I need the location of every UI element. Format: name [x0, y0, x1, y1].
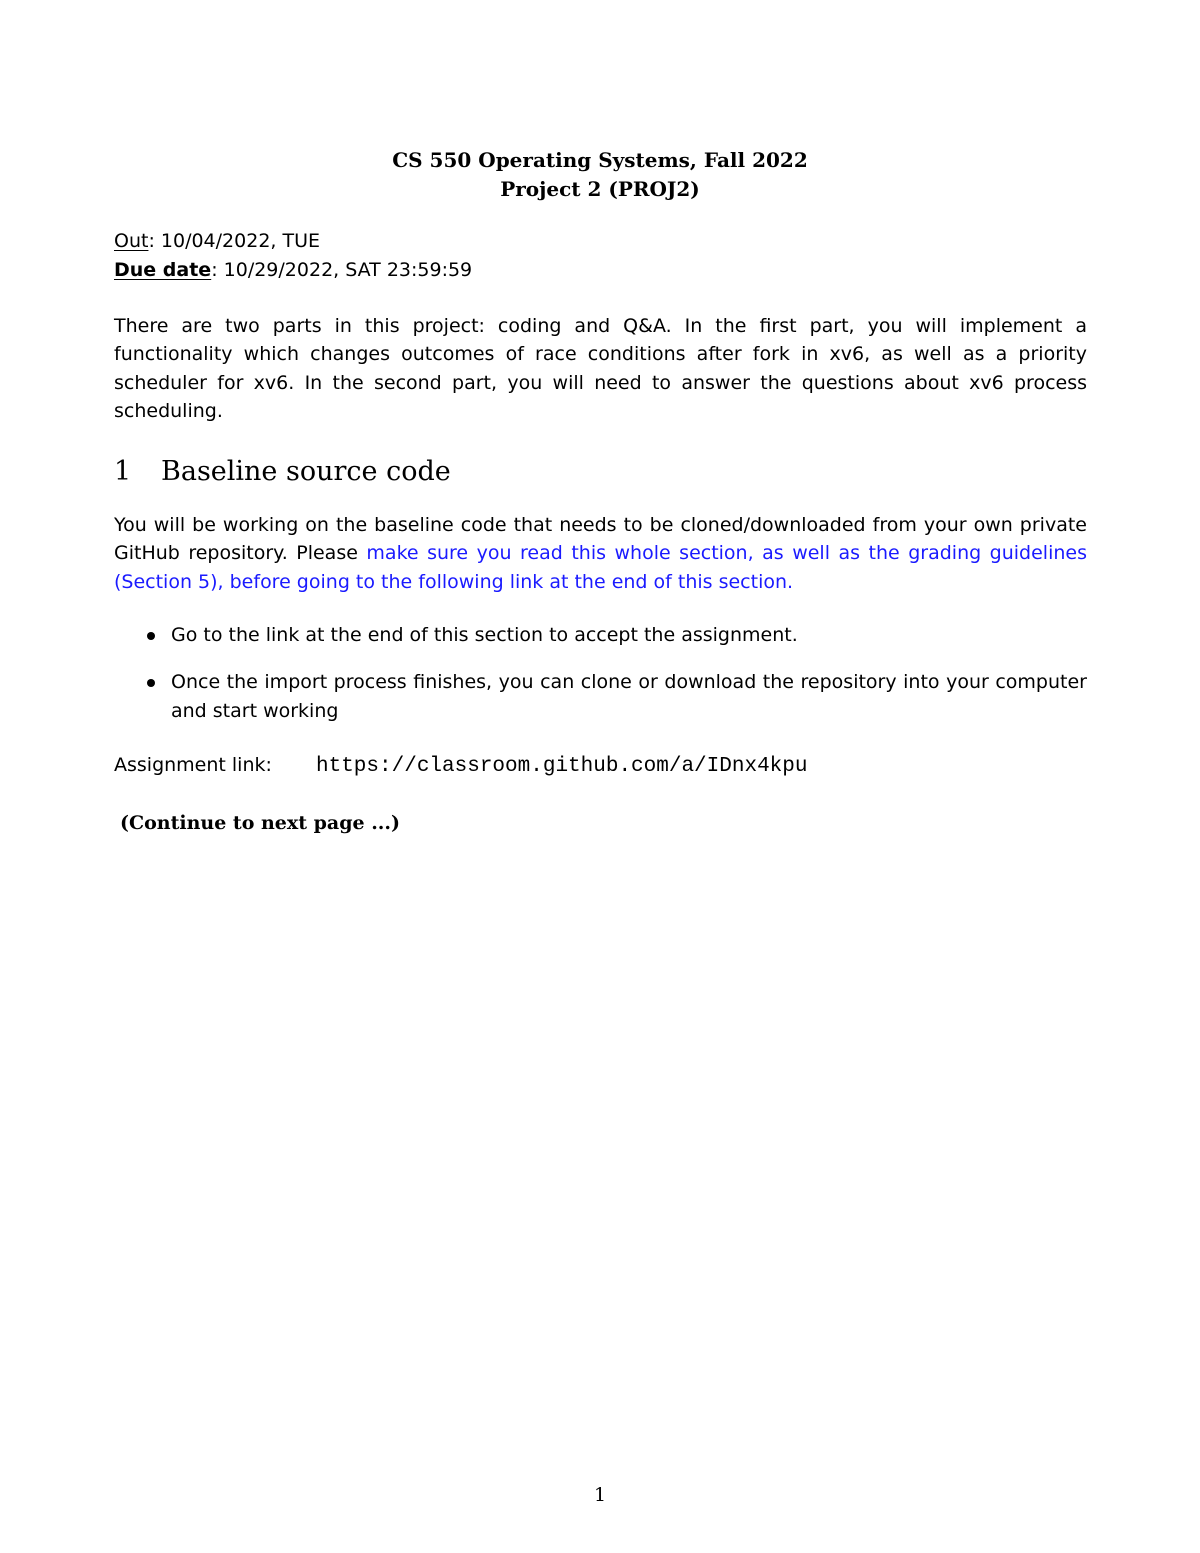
section-paragraph-text: You will be working on the baseline code that needs to be cloned/downloaded from your own private GitHub repository. Please [114, 514, 1087, 565]
list-item-text: Go to the link at the end of this section to accept the assignment. [171, 624, 798, 646]
section-paragraph [114, 511, 1087, 596]
intro-paragraph: There are two parts in this project: coding and Q&A. In the first part, you will implement a functionality which changes outcomes of race conditions after fork in xv6, as well as a priority scheduler for xv6. In the second part, you will need to answer the questions about xv6 process scheduling. [114, 315, 1087, 422]
list-item [114, 668, 1087, 725]
bullet-icon [147, 679, 155, 687]
out-label: Out [114, 230, 149, 252]
list-item-text: Once the import process finishes, you can clone or download the repository into your computer and start working [171, 671, 1087, 722]
section-number: 1 [114, 456, 132, 487]
section-heading [114, 452, 451, 492]
due-date-label: Due date [114, 259, 212, 281]
assignment-link[interactable]: https://classroom.github.com/a/IDnx4kpu [316, 755, 808, 778]
section-paragraph-highlight: make sure you read this whole section, as well as the grading guidelines (Section 5), before going to the following link at the end of this section. [114, 542, 1087, 593]
document-subtitle: Project 2 (PROJ2) [500, 177, 700, 201]
assignment-link-label: Assignment link: [114, 754, 272, 776]
document-title: CS 550 Operating Systems, Fall 2022 [392, 148, 808, 172]
out-value: : 10/04/2022, TUE [148, 230, 321, 252]
bullet-icon [147, 632, 155, 640]
continue-note: (Continue to next page ...) [120, 812, 401, 834]
assignment-link-line [114, 751, 807, 781]
page-number: 1 [593, 1484, 607, 1506]
due-date-value: : 10/29/2022, SAT 23:59:59 [211, 259, 473, 281]
out-date-line [114, 227, 320, 255]
due-date-line [114, 256, 472, 284]
instruction-list [114, 621, 1087, 744]
section-title: Baseline source code [161, 456, 451, 487]
list-item [114, 621, 1087, 649]
